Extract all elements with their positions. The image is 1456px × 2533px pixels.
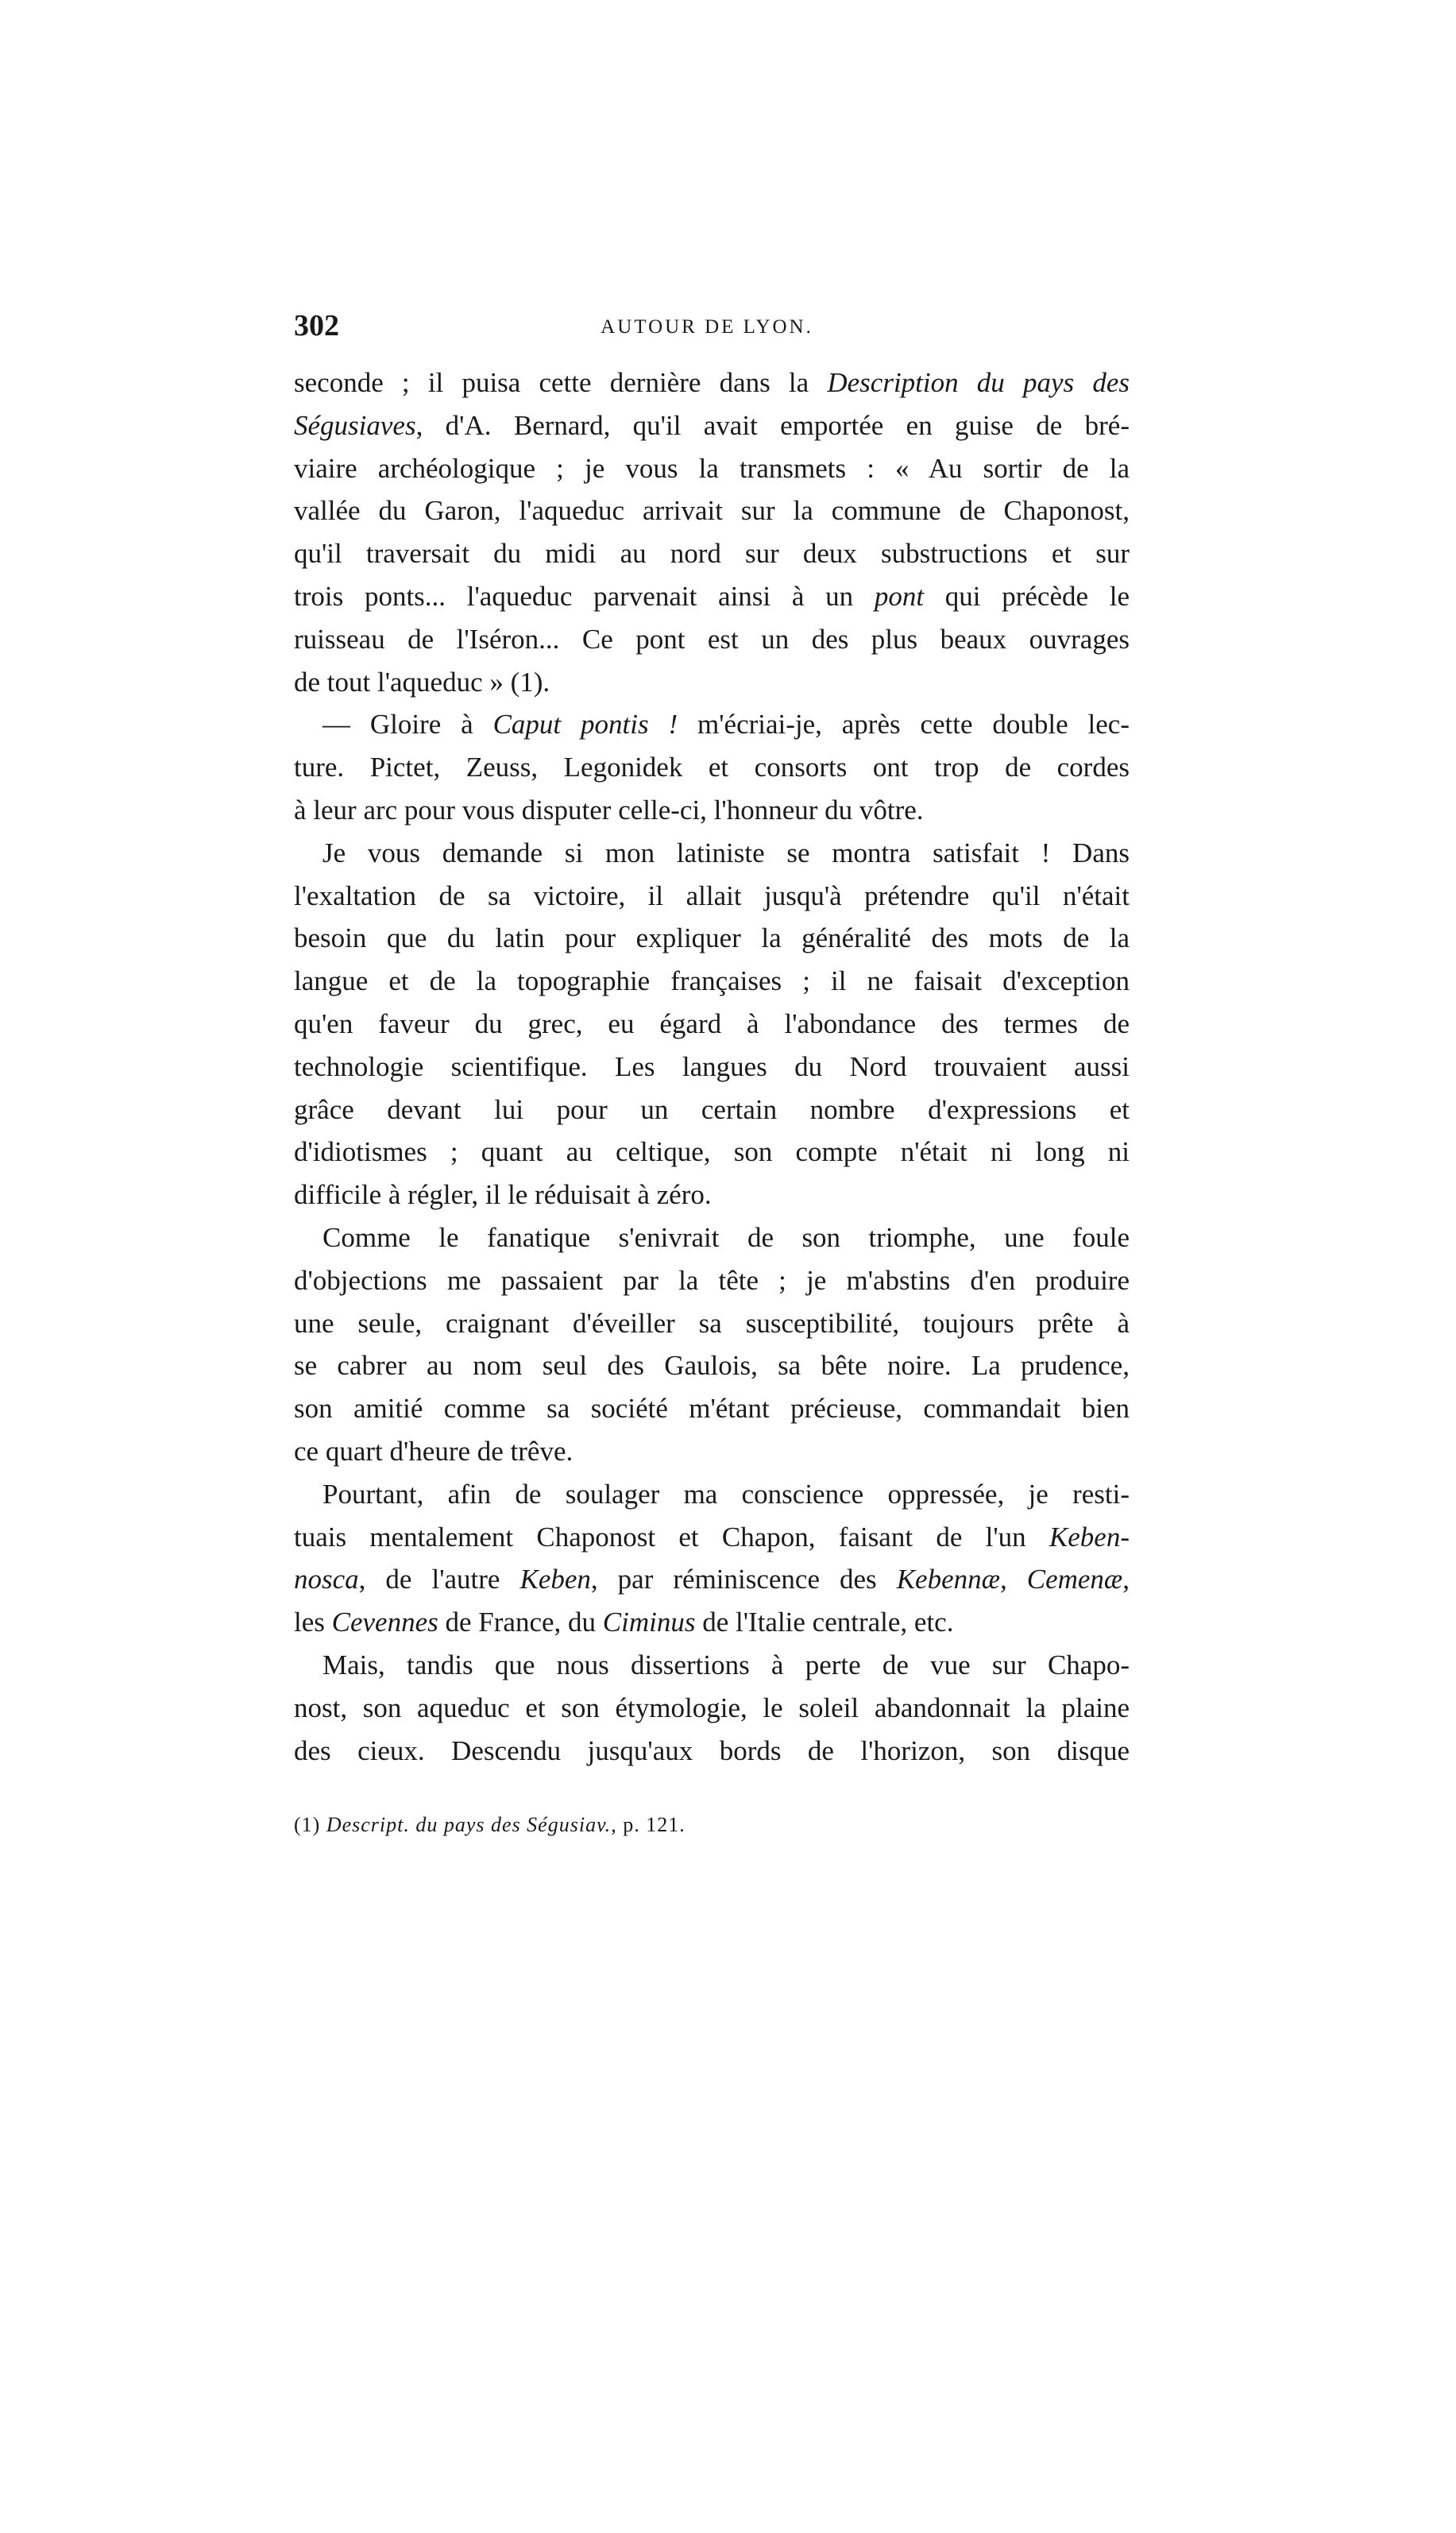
- paragraph: [294, 703, 1130, 831]
- text-line: [294, 703, 1130, 746]
- text-line: [294, 404, 1130, 447]
- text: d'objections me passaient par la tête ; je m'abstins d'en produire: [294, 1264, 1130, 1296]
- text: tuais mentalement Chaponost et Chapon, faisant de l'un: [294, 1521, 1049, 1553]
- text-line: [294, 1259, 1130, 1302]
- italic-text: Caput pontis !: [492, 709, 678, 741]
- text: à leur arc pour vous disputer celle-ci, l'honneur du vôtre.: [294, 794, 924, 826]
- text-line: [294, 1601, 1130, 1644]
- page-number: 302: [294, 309, 339, 342]
- text-line: [294, 746, 1130, 789]
- text-line: [294, 1473, 1130, 1516]
- text: nost, son aqueduc et son étymologie, le soleil abandonnait la plaine: [294, 1692, 1130, 1723]
- text-line: [294, 661, 1130, 704]
- text-line: [294, 1216, 1130, 1259]
- text-line: [294, 447, 1130, 490]
- text: besoin que du latin pour expliquer la généralité des mots de la: [294, 922, 1130, 954]
- text: technologie scientifique. Les langues du Nord trouvaient aussi: [294, 1050, 1130, 1082]
- text-line: [294, 575, 1130, 618]
- text: , d'A. Bernard, qu'il avait emportée en guise de bré-: [415, 409, 1130, 441]
- text: qui précède le: [924, 580, 1130, 612]
- text-line: [294, 875, 1130, 918]
- italic-text: Keben: [519, 1564, 591, 1595]
- text-line: [294, 489, 1130, 532]
- text: se cabrer au nom seul des Gaulois, sa bête noire. La prudence,: [294, 1350, 1130, 1382]
- italic-text: Cevennes: [331, 1607, 438, 1638]
- text-line: [294, 960, 1130, 1003]
- text-line: [294, 917, 1130, 960]
- text: d'idiotismes ; quant au celtique, son compte n'était ni long ni: [294, 1136, 1130, 1168]
- text-line: [294, 1174, 1130, 1216]
- text-line: [294, 362, 1130, 404]
- paragraph: [294, 832, 1130, 1216]
- text-line: [294, 1003, 1130, 1046]
- footnote-title: Descript. du pays des Ségusiav.: [326, 1813, 612, 1836]
- italic-text: Kebennæ, Cemenæ: [896, 1564, 1123, 1595]
- italic-text: nosca: [294, 1564, 359, 1595]
- text-line: [294, 1516, 1130, 1559]
- text: Comme le fanatique s'enivrait de son triomphe, une foule: [322, 1221, 1130, 1253]
- text-line: [294, 1558, 1130, 1601]
- text: les: [294, 1607, 332, 1638]
- text: seconde ; il puisa cette dernière dans la: [294, 367, 828, 398]
- text-line: [294, 1387, 1130, 1430]
- text: m'écriai-je, après cette double lec-: [678, 709, 1130, 741]
- text: Pourtant, afin de soulager ma conscience oppressée, je resti-: [322, 1478, 1130, 1510]
- text-line: [294, 1430, 1130, 1473]
- text: langue et de la topographie françaises ; il ne faisait d'exception: [294, 965, 1130, 997]
- running-title: AUTOUR DE LYON.: [601, 316, 813, 338]
- footnote: [294, 1813, 686, 1837]
- text: trois ponts... l'aqueduc parvenait ainsi à un: [294, 580, 875, 612]
- italic-text: Keben-: [1049, 1521, 1130, 1553]
- text-line: [294, 1730, 1130, 1773]
- body-text: [294, 362, 1130, 1772]
- text: ruisseau de l'Iséron... Ce pont est un des plus beaux ouvrages: [294, 623, 1130, 655]
- italic-text: Ségusiaves: [294, 409, 416, 441]
- text: des cieux. Descendu jusqu'aux bords de l'horizon, son disque: [294, 1734, 1130, 1766]
- text: vallée du Garon, l'aqueduc arrivait sur la commune de Chaponost,: [294, 495, 1130, 527]
- italic-text: Ciminus: [602, 1607, 696, 1638]
- text-line: [294, 532, 1130, 575]
- text: difficile à régler, il le réduisait à zéro.: [294, 1179, 712, 1211]
- text-line: [294, 1089, 1130, 1131]
- paragraph: [294, 1473, 1130, 1644]
- text: grâce devant lui pour un certain nombre d'expressions et: [294, 1093, 1130, 1125]
- text: qu'en faveur du grec, eu égard à l'abondance des termes de: [294, 1007, 1130, 1039]
- text: ,: [1122, 1564, 1130, 1595]
- text-line: [294, 1046, 1130, 1089]
- text: de tout l'aqueduc » (1).: [294, 666, 550, 698]
- text: de l'Italie centrale, etc.: [695, 1607, 954, 1638]
- text: ce quart d'heure de trêve.: [294, 1435, 574, 1467]
- paragraph: [294, 362, 1130, 703]
- text: , par réminiscence des: [590, 1564, 897, 1595]
- text: son amitié comme sa société m'étant précieuse, commandait bien: [294, 1393, 1130, 1425]
- text-line: [294, 1687, 1130, 1730]
- italic-text: pont: [874, 580, 925, 612]
- text: , de l'autre: [358, 1564, 520, 1595]
- text: une seule, craignant d'éveiller sa susceptibilité, toujours prête à: [294, 1307, 1130, 1339]
- text-line: [294, 1131, 1130, 1174]
- paragraph: [294, 1216, 1130, 1473]
- text: — Gloire à: [322, 709, 493, 741]
- text: Je vous demande si mon latiniste se montra satisfait ! Dans: [322, 837, 1130, 868]
- text: qu'il traversait du midi au nord sur deux substructions et sur: [294, 538, 1130, 570]
- text: l'exaltation de sa victoire, il allait jusqu'à prétendre qu'il n'était: [294, 880, 1130, 911]
- text-line: [294, 789, 1130, 832]
- text-line: [294, 1302, 1130, 1345]
- text: de France, du: [438, 1607, 603, 1638]
- text-line: [294, 1344, 1130, 1387]
- footnote-marker: (1): [294, 1813, 321, 1836]
- text: viaire archéologique ; je vous la transmets : « Au sortir de la: [294, 452, 1130, 484]
- text-line: [294, 618, 1130, 661]
- text-line: [294, 1644, 1130, 1687]
- italic-text: Description du pays des: [827, 367, 1130, 398]
- text: ture. Pictet, Zeuss, Legonidek et consorts ont trop de cordes: [294, 752, 1130, 783]
- paragraph: [294, 1644, 1130, 1772]
- text-line: [294, 832, 1130, 875]
- text: Mais, tandis que nous dissertions à perte de vue sur Chapo-: [322, 1649, 1130, 1680]
- footnote-page: , p. 121.: [611, 1813, 686, 1836]
